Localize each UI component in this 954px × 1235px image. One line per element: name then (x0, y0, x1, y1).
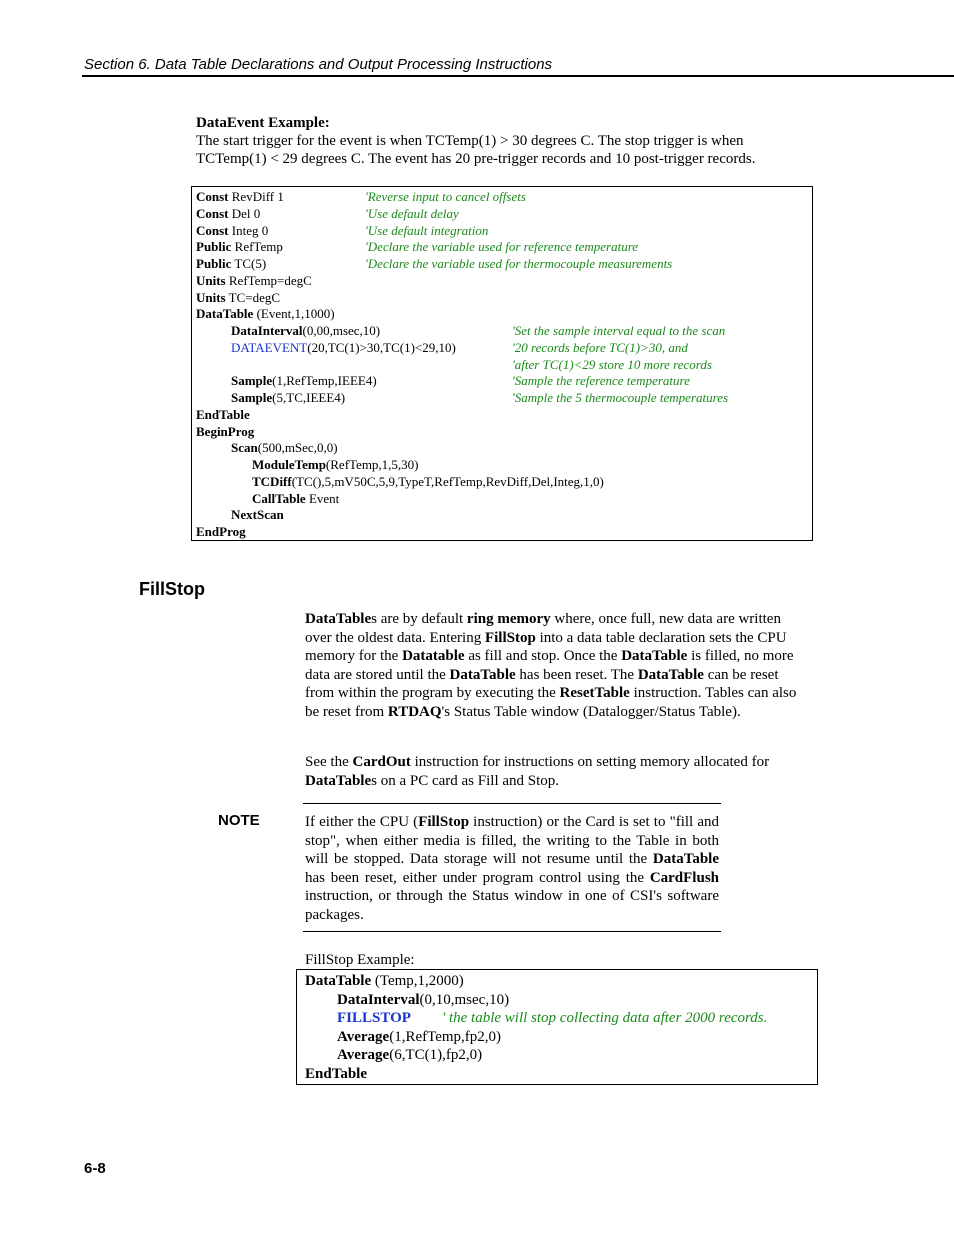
code-keyword: DataTable (305, 973, 372, 989)
code-args: (Event,1,1000) (253, 306, 335, 322)
code-line (305, 1066, 367, 1083)
note-top-rule (303, 803, 721, 804)
code-line (231, 440, 338, 457)
code-line (305, 973, 464, 990)
text-run: instruction for instructions on setting memory allocated for (410, 754, 770, 770)
code-line (231, 390, 345, 407)
code-args: (0,10,msec,10) (419, 991, 510, 1008)
code-keyword: Units (196, 272, 226, 288)
code-args: (20,TC(1)>30,TC(1)<29,10) (307, 339, 456, 355)
code-comment: 'Sample the 5 thermocouple temperatures (512, 390, 729, 405)
bold-term: DataTable (652, 851, 719, 867)
code-args: (TC(),5,mV50C,5,9,TypeT,RefTemp,RevDiff,Del,Integ,1,0) (291, 473, 604, 489)
bold-term: DataTable (305, 611, 372, 627)
code-line (337, 1047, 482, 1064)
code-args: (6,TC(1),fp2,0) (389, 1047, 483, 1063)
code-args: TC=degC (225, 289, 281, 305)
code-line (252, 474, 604, 491)
code-args: TC(5) (231, 256, 267, 271)
code-keyword: EndTable (196, 406, 250, 422)
code-keyword: Const (196, 189, 229, 204)
code-line (252, 457, 419, 474)
text-run: 's Status Table window (Datalogger/Status Table). (441, 703, 741, 720)
code-args: (1,RefTemp,fp2,0) (389, 1028, 502, 1045)
code-keyword: Average (337, 1047, 390, 1063)
code-line (231, 373, 377, 390)
code-keyword: Public (196, 239, 232, 255)
code-keyword: Scan (231, 440, 258, 456)
fillstop-code-box (296, 969, 818, 1085)
text-run: instruction. Tables can also be reset from (305, 685, 797, 720)
bold-term: DataTable (621, 648, 688, 664)
code-comment: 'after TC(1)<29 store 10 more records (512, 356, 712, 372)
code-line (231, 323, 380, 340)
code-args: Del 0 (228, 205, 261, 221)
text-run: instruction) or the Card is set to "fill and stop", when either media is filled, the writing to the Table in both will be stopped. Data storage will not resume until the (305, 814, 720, 867)
code-line (196, 290, 280, 307)
bold-term: RTDAQ (387, 703, 442, 720)
code-line (231, 507, 284, 524)
dataevent-heading: DataEvent Example: (196, 115, 330, 131)
text-run: as fill and stop. Once the (464, 648, 622, 664)
section-title: FillStop (139, 579, 205, 599)
code-args: RefTemp=degC (225, 272, 312, 288)
code-args: (Temp,1,2000) (371, 973, 464, 989)
code-keyword: DataInterval (337, 991, 420, 1008)
dataevent-desc-line2: TCTemp(1) < 29 degrees C. The event has 20 pre-trigger records and 10 post-trigger records. (196, 151, 756, 167)
code-comment: '20 records before TC(1)>30, and (512, 339, 688, 355)
code-keyword: DATAEVENT (231, 339, 308, 355)
fillstop-paragraph-2 (305, 753, 805, 790)
code-keyword: NextScan (231, 507, 284, 523)
code-comment: 'Use default integration (365, 222, 489, 238)
text-run: instruction, or through the Status window in one of CSI's software packages. (305, 888, 719, 923)
code-line (196, 306, 335, 323)
code-line (196, 407, 250, 424)
bold-term: Datatable (402, 648, 465, 664)
code-keyword: DataTable (196, 306, 254, 322)
code-keyword: Units (196, 289, 226, 305)
code-line (196, 424, 254, 441)
code-keyword: Sample (231, 373, 273, 389)
code-args: RefTemp (231, 239, 283, 255)
code-keyword: Average (337, 1028, 390, 1045)
code-args: (500,mSec,0,0) (257, 440, 338, 456)
text-run: See the (305, 754, 353, 770)
code-line (196, 273, 312, 290)
code-keyword: Public (196, 256, 232, 271)
bold-term: DataTable (305, 772, 372, 789)
code-line (337, 1029, 501, 1046)
page-number: 6-8 (84, 1160, 106, 1177)
code-line (196, 239, 283, 256)
bold-term: FillStop (484, 629, 536, 646)
code-args: (0,00,msec,10) (302, 323, 381, 338)
code-comment: 'Sample the reference temperature (512, 373, 690, 389)
code-keyword: Sample (231, 390, 273, 405)
code-args: (1,RefTemp,IEEE4) (272, 373, 377, 389)
fillstop-paragraph-1 (305, 610, 805, 721)
code-keyword: DataInterval (231, 323, 303, 338)
code-args: RevDiff 1 (228, 189, 284, 204)
code-args: (5,TC,IEEE4) (272, 390, 346, 405)
code-comment: ' the table will stop collecting data after 2000 records. (442, 1010, 768, 1026)
note-body (305, 813, 719, 924)
code-args: Integ 0 (228, 222, 269, 238)
code-line (196, 256, 266, 273)
text-run: has been reset, either under program control using the (305, 869, 650, 886)
bold-term: ring memory (466, 611, 551, 627)
running-header: Section 6. Data Table Declarations and Output Processing Instructions (84, 56, 553, 73)
text-run: can be reset from within the program by executing the (305, 666, 779, 701)
text-run: is filled, no more data are stored until the (305, 648, 794, 683)
code-keyword: EndTable (305, 1065, 367, 1082)
code-line (337, 992, 509, 1009)
code-comment: 'Reverse input to cancel offsets (365, 189, 526, 204)
bold-term: CardOut (352, 754, 411, 770)
bold-term: ResetTable (559, 685, 630, 701)
bold-term: CardFlush (649, 869, 719, 886)
bold-term: DataTable (637, 666, 704, 683)
dataevent-desc-line1: The start trigger for the event is when TCTemp(1) > 30 degrees C. The stop trigger is when (196, 133, 744, 149)
code-line (196, 206, 260, 223)
code-keyword: Const (196, 222, 229, 238)
code-line (196, 223, 268, 240)
code-keyword: BeginProg (196, 423, 255, 439)
text-run: has been reset. The (515, 666, 638, 683)
code-line (196, 524, 246, 541)
code-comment: 'Set the sample interval equal to the scan (512, 323, 726, 338)
text-run: where, once full, new data are written over the oldest data. Entering (305, 611, 781, 646)
code-keyword: FILLSTOP (337, 1010, 411, 1026)
note-label: NOTE (218, 812, 260, 829)
text-run: into a data table declaration sets the CPU memory for the (305, 629, 787, 664)
code-args: (RefTemp,1,5,30) (325, 457, 419, 472)
code-keyword: CallTable (252, 490, 306, 506)
code-args: Event (305, 490, 340, 506)
fillstop-example-label: FillStop Example: (305, 952, 415, 968)
bold-term: FillStop (418, 814, 470, 830)
code-line (196, 189, 284, 206)
code-comment: 'Use default delay (365, 205, 459, 221)
code-line (252, 491, 339, 508)
code-comment: 'Declare the variable used for thermocouple measurements (365, 256, 673, 271)
code-keyword: TCDiff (252, 473, 292, 489)
text-run: s on a PC card as Fill and Stop. (371, 772, 560, 789)
code-line (231, 340, 456, 357)
code-keyword: Const (196, 205, 229, 221)
text-run: If either the CPU ( (305, 814, 419, 830)
code-keyword: EndProg (196, 524, 246, 539)
code-line (337, 1010, 411, 1027)
text-run: s are by default (371, 611, 467, 627)
dataevent-code-box (191, 186, 813, 541)
bold-term: DataTable (449, 666, 516, 683)
code-comment: 'Declare the variable used for reference temperature (365, 239, 639, 255)
header-rule (82, 75, 954, 77)
note-bottom-rule (303, 931, 721, 932)
code-keyword: ModuleTemp (252, 457, 326, 472)
